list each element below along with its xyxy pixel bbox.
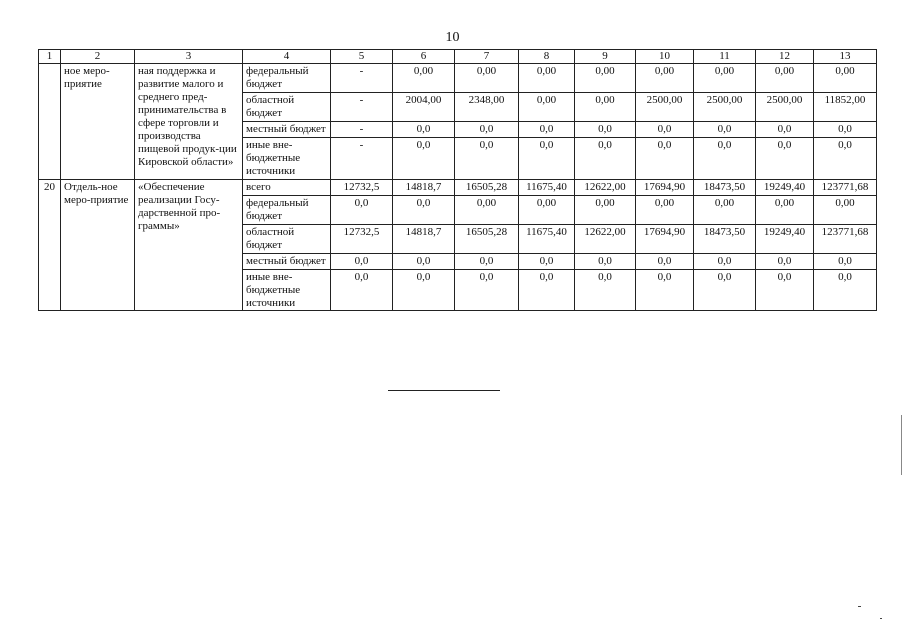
activity-name: «Обеспечение реализации Госу-дарственной про-граммы» xyxy=(135,179,243,311)
amount-cell: 0,0 xyxy=(694,137,756,179)
amount-cell: 2004,00 xyxy=(393,92,455,121)
amount-cell: 0,0 xyxy=(756,137,814,179)
amount-cell: - xyxy=(331,92,393,121)
table-row xyxy=(39,64,877,93)
row-number xyxy=(39,64,61,180)
amount-cell: 0,0 xyxy=(636,269,694,311)
amount-cell: 0,00 xyxy=(455,195,519,224)
funding-source: областной бюджет xyxy=(243,224,331,253)
amount-cell: 11675,40 xyxy=(519,179,575,195)
amount-cell: 0,0 xyxy=(393,269,455,311)
amount-cell: 16505,28 xyxy=(455,179,519,195)
scan-speck xyxy=(858,606,861,607)
amount-cell: 123771,68 xyxy=(814,179,877,195)
amount-cell: 123771,68 xyxy=(814,224,877,253)
funding-source: иные вне-бюджетные источники xyxy=(243,269,331,311)
amount-cell: 0,00 xyxy=(814,64,877,93)
funding-source: федеральный бюджет xyxy=(243,64,331,93)
amount-cell: 12732,5 xyxy=(331,224,393,253)
column-header: 2 xyxy=(61,50,135,64)
activity-name: ная поддержка и развитие малого и среднего пред-принимательства в сфере торговли и производства пищевой продук-ции Кировской области» xyxy=(135,64,243,180)
table-header xyxy=(39,50,877,64)
column-header: 1 xyxy=(39,50,61,64)
funding-source: местный бюджет xyxy=(243,121,331,137)
amount-cell: 0,0 xyxy=(331,269,393,311)
column-header: 9 xyxy=(575,50,636,64)
amount-cell: 0,0 xyxy=(519,269,575,311)
amount-cell: 0,0 xyxy=(636,253,694,269)
amount-cell: 0,0 xyxy=(756,253,814,269)
amount-cell: 18473,50 xyxy=(694,224,756,253)
amount-cell: 0,0 xyxy=(636,137,694,179)
amount-cell: 0,0 xyxy=(519,137,575,179)
column-header: 13 xyxy=(814,50,877,64)
amount-cell: 0,0 xyxy=(694,253,756,269)
closing-rule xyxy=(388,390,500,391)
amount-cell: 0,0 xyxy=(814,137,877,179)
amount-cell: 0,00 xyxy=(519,195,575,224)
funding-source: иные вне-бюджетные источники xyxy=(243,137,331,179)
scan-speck xyxy=(880,618,882,619)
amount-cell: 0,00 xyxy=(519,64,575,93)
amount-cell: 0,00 xyxy=(519,92,575,121)
amount-cell: 0,0 xyxy=(393,253,455,269)
activity-type: Отдель-ное меро-приятие xyxy=(61,179,135,311)
amount-cell: 0,0 xyxy=(575,121,636,137)
amount-cell: 14818,7 xyxy=(393,179,455,195)
amount-cell: 17694,90 xyxy=(636,224,694,253)
amount-cell: 0,0 xyxy=(694,121,756,137)
amount-cell: 0,00 xyxy=(636,64,694,93)
amount-cell: 0,0 xyxy=(393,195,455,224)
amount-cell: 0,00 xyxy=(694,64,756,93)
table-row xyxy=(39,179,877,195)
amount-cell: 0,0 xyxy=(575,253,636,269)
amount-cell: 2348,00 xyxy=(455,92,519,121)
table-body xyxy=(39,64,877,311)
amount-cell: 0,00 xyxy=(756,195,814,224)
amount-cell: 0,0 xyxy=(455,269,519,311)
amount-cell: 0,00 xyxy=(575,195,636,224)
column-header: 8 xyxy=(519,50,575,64)
amount-cell: 12732,5 xyxy=(331,179,393,195)
amount-cell: 18473,50 xyxy=(694,179,756,195)
amount-cell: 0,00 xyxy=(393,64,455,93)
amount-cell: 0,0 xyxy=(393,121,455,137)
header-row xyxy=(39,50,877,64)
amount-cell: 2500,00 xyxy=(756,92,814,121)
funding-source: местный бюджет xyxy=(243,253,331,269)
amount-cell: - xyxy=(331,121,393,137)
amount-cell: 0,0 xyxy=(814,121,877,137)
amount-cell: 19249,40 xyxy=(756,179,814,195)
column-header: 5 xyxy=(331,50,393,64)
amount-cell: 12622,00 xyxy=(575,179,636,195)
amount-cell: 0,00 xyxy=(455,64,519,93)
amount-cell: 0,0 xyxy=(694,269,756,311)
column-header: 11 xyxy=(694,50,756,64)
amount-cell: 0,0 xyxy=(393,137,455,179)
amount-cell: 0,0 xyxy=(814,269,877,311)
funding-source: областной бюджет xyxy=(243,92,331,121)
page-number: 10 xyxy=(445,30,460,45)
amount-cell: 0,0 xyxy=(331,253,393,269)
amount-cell: 2500,00 xyxy=(694,92,756,121)
row-number: 20 xyxy=(39,179,61,311)
amount-cell: 0,0 xyxy=(814,253,877,269)
funding-source: всего xyxy=(243,179,331,195)
amount-cell: 0,0 xyxy=(756,269,814,311)
amount-cell: 0,00 xyxy=(814,195,877,224)
amount-cell: 0,0 xyxy=(455,137,519,179)
amount-cell: 11675,40 xyxy=(519,224,575,253)
amount-cell: - xyxy=(331,64,393,93)
amount-cell: 11852,00 xyxy=(814,92,877,121)
amount-cell: - xyxy=(331,137,393,179)
column-header: 6 xyxy=(393,50,455,64)
amount-cell: 2500,00 xyxy=(636,92,694,121)
amount-cell: 0,0 xyxy=(519,253,575,269)
amount-cell: 0,0 xyxy=(331,195,393,224)
amount-cell: 0,0 xyxy=(575,137,636,179)
amount-cell: 0,0 xyxy=(575,269,636,311)
amount-cell: 0,0 xyxy=(756,121,814,137)
amount-cell: 0,00 xyxy=(756,64,814,93)
amount-cell: 0,0 xyxy=(636,121,694,137)
amount-cell: 0,0 xyxy=(455,253,519,269)
amount-cell: 0,00 xyxy=(575,64,636,93)
amount-cell: 12622,00 xyxy=(575,224,636,253)
amount-cell: 0,00 xyxy=(575,92,636,121)
budget-table xyxy=(38,49,877,311)
amount-cell: 0,00 xyxy=(636,195,694,224)
activity-type: ное меро-приятие xyxy=(61,64,135,180)
column-header: 3 xyxy=(135,50,243,64)
amount-cell: 17694,90 xyxy=(636,179,694,195)
amount-cell: 0,0 xyxy=(455,121,519,137)
amount-cell: 16505,28 xyxy=(455,224,519,253)
funding-source: федеральный бюджет xyxy=(243,195,331,224)
column-header: 7 xyxy=(455,50,519,64)
column-header: 12 xyxy=(756,50,814,64)
amount-cell: 0,00 xyxy=(694,195,756,224)
column-header: 10 xyxy=(636,50,694,64)
amount-cell: 19249,40 xyxy=(756,224,814,253)
amount-cell: 0,0 xyxy=(519,121,575,137)
amount-cell: 14818,7 xyxy=(393,224,455,253)
column-header: 4 xyxy=(243,50,331,64)
scan-margin-mark xyxy=(901,415,902,475)
